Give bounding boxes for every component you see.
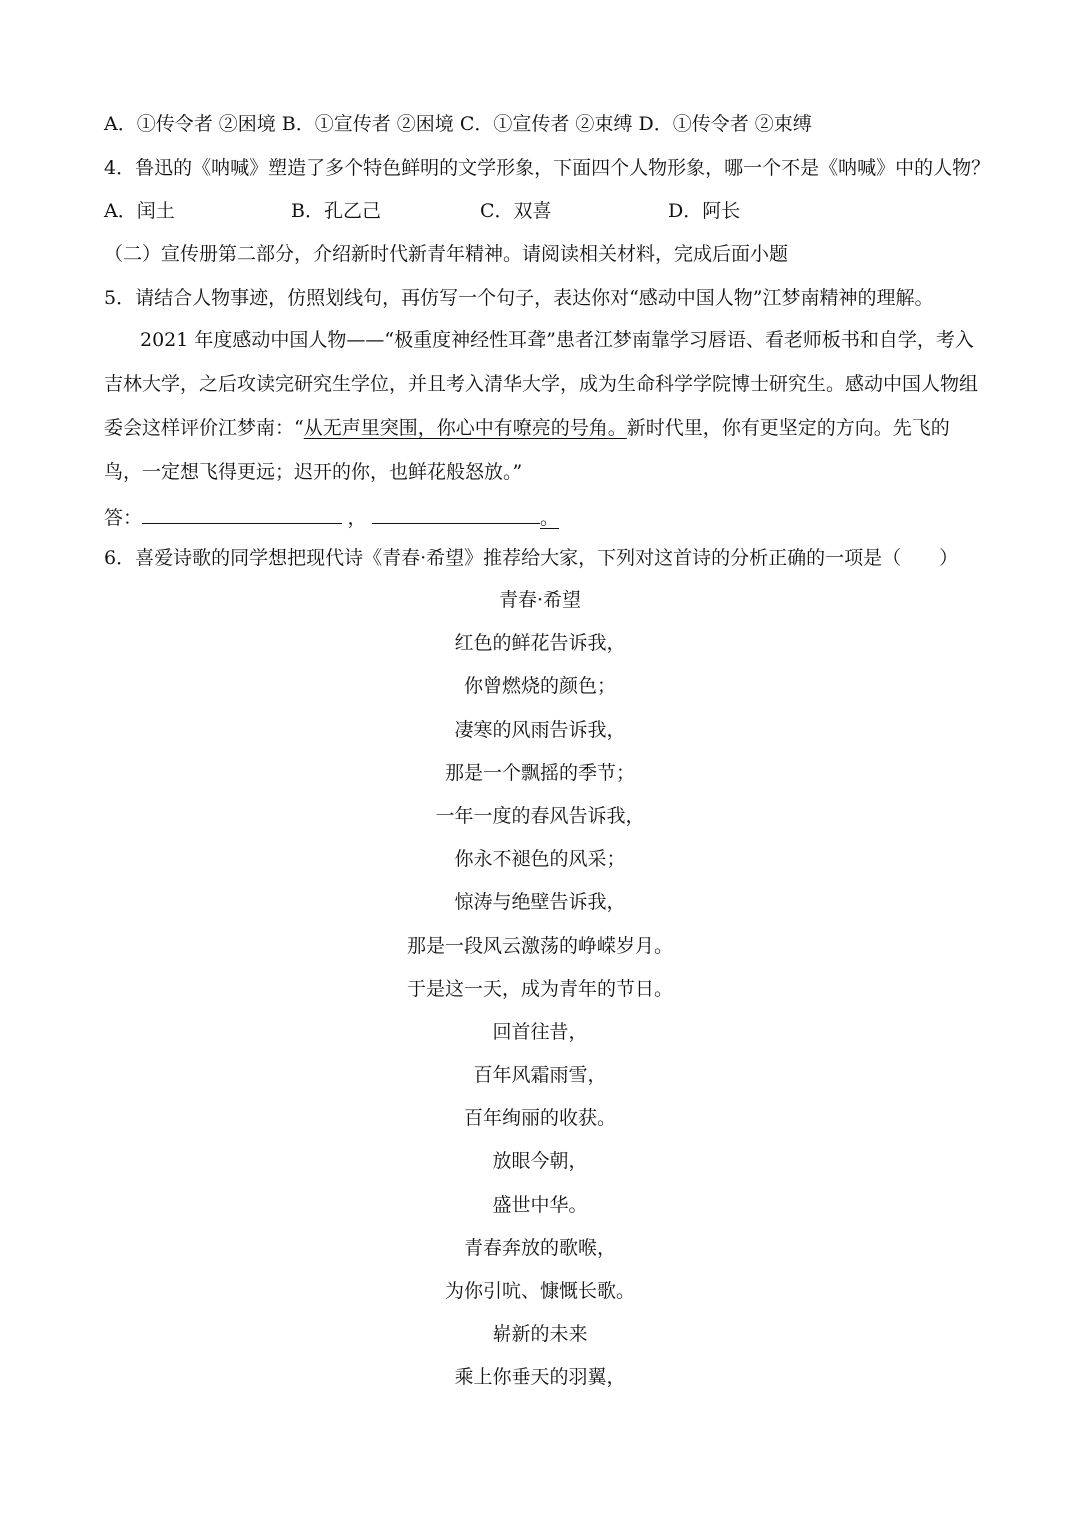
poem-line: 百年绚丽的收获。 xyxy=(463,1107,616,1130)
q4-option-d: D．阿长 xyxy=(668,200,741,222)
poem-line: 为你引吭、慷慨长歌。 xyxy=(444,1280,635,1302)
passage-text-1: 2021 年度感动中国人物——“极重度神经性耳聋”患者江梦南靠学习唇语、看老师板书和自学，考入吉林大学，之后攻读完研究生学位，并且考入清华大学，成为生命科学学院博士研究生。感动中国人物组委会这样评价江梦南：“ xyxy=(104,329,979,439)
underlined-sentence: 从无声里突围，你心中有嘹亮的号角。 xyxy=(303,417,627,439)
section-heading: （二）宣传册第二部分，介绍新时代新青年精神。请阅读相关材料，完成后面小题 xyxy=(104,243,789,265)
q4-option-a: A．闰土 xyxy=(104,200,175,222)
answer-label: 答： xyxy=(104,507,143,529)
poem-line: 那是一个飘摇的季节； xyxy=(444,761,635,784)
poem-line: 那是一段风云激荡的峥嵘岁月。 xyxy=(406,934,673,957)
q6-stem: 6．喜爱诗歌的同学想把现代诗《青春·希望》推荐给大家，下列对这首诗的分析正确的一项是（ ） xyxy=(104,547,959,569)
poem-line: 乘上你垂天的羽翼， xyxy=(454,1366,626,1389)
poem-line: 凄寒的风雨告诉我， xyxy=(454,718,626,741)
passage-text-2: 新时代里，你有更坚定的方向。先飞的鸟，一定想飞得更远；迟开的你，也鲜花般怒放。” xyxy=(104,417,950,483)
poem-line: 百年风霜雨雪， xyxy=(473,1064,607,1087)
poem-line: 惊涛与绝壁告诉我， xyxy=(454,891,626,914)
q4-option-c: C．双喜 xyxy=(480,200,552,222)
poem-line: 青春奔放的歌喉， xyxy=(463,1236,616,1259)
poem-line: 放眼今朝， xyxy=(492,1150,588,1173)
answer-period: 。 xyxy=(540,507,560,529)
q5-passage xyxy=(104,318,980,494)
poem-title: 青春·希望 xyxy=(498,589,582,611)
answer-blank-2[interactable] xyxy=(372,504,540,524)
q4-option-b: B．孔乙己 xyxy=(291,200,381,222)
poem-line: 一年一度的春风告诉我， xyxy=(435,804,645,827)
poem-line: 崭新的未来 xyxy=(492,1323,588,1346)
answer-blank-1[interactable] xyxy=(142,504,342,524)
poem-line: 盛世中华。 xyxy=(492,1193,588,1216)
poem-line: 你曾燃烧的颜色； xyxy=(463,675,616,698)
poem-line: 回首往昔， xyxy=(492,1020,588,1043)
poem xyxy=(0,579,1080,1400)
poem-line: 红色的鲜花告诉我， xyxy=(454,632,626,655)
q5-stem: 5．请结合人物事迹，仿照划线句，再仿写一个句子，表达你对“感动中国人物”江梦南精神的理解。 xyxy=(104,287,934,309)
answer-comma: ， xyxy=(347,507,367,529)
q4-stem: 4．鲁迅的《呐喊》塑造了多个特色鲜明的文学形象，下面四个人物形象，哪一个不是《呐喊》中的人物？ xyxy=(104,157,991,179)
q5-answer-line xyxy=(104,504,559,531)
poem-line: 于是这一天，成为青年的节日。 xyxy=(406,977,673,1000)
q3-options: A．①传令者 ②困境 B．①宣传者 ②困境 C．①宣传者 ②束缚 D．①传令者 ②束缚 xyxy=(104,113,812,135)
poem-line: 你永不褪色的风采； xyxy=(454,848,626,871)
